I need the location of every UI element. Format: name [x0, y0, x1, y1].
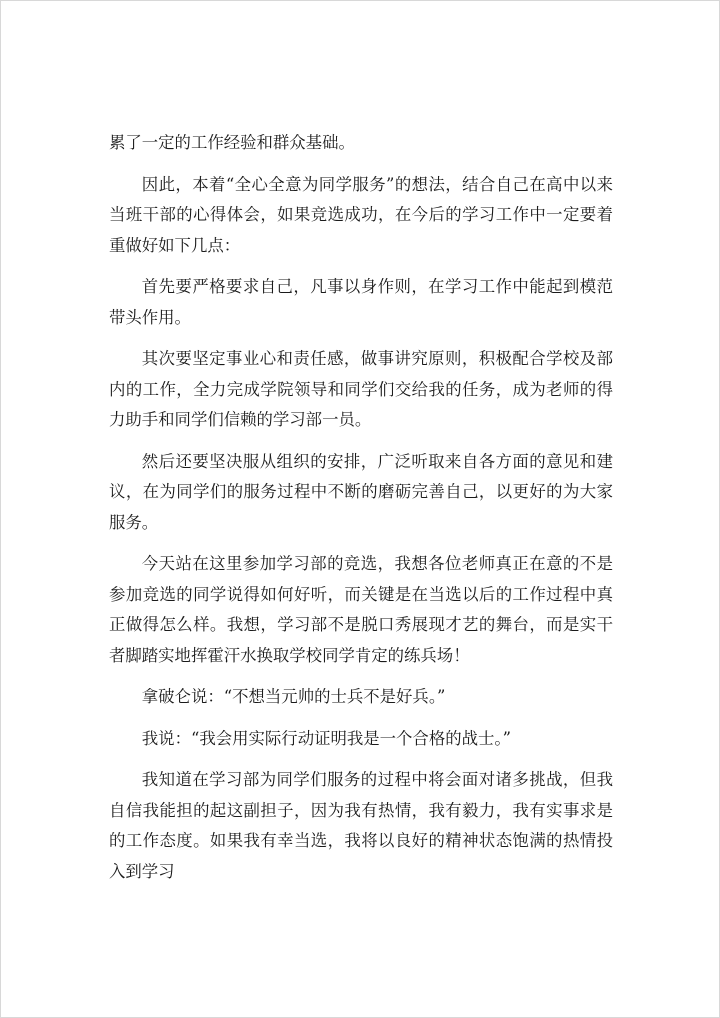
paragraph-first-point: 首先要严格要求自己，凡事以身作则，在学习工作中能起到模范带头作用。: [109, 277, 613, 327]
paragraph-today: 今天站在这里参加学习部的竞选，我想各位老师真正在意的不是参加竞选的同学说得如何好听，而关键是在当选以后的工作过程中真正做得怎么样。我想，学习部不是脱口秀展现才艺的舞台，而是实干者脚踏实地挥霍汗水换取学校同学肯定的练兵场！: [109, 554, 613, 665]
paragraph-napoleon-quote: 拿破仑说：“不想当元帅的士兵不是好兵。”: [141, 687, 446, 706]
paragraph-second-point: 其次要坚定事业心和责任感，做事讲究原则，积极配合学校及部内的工作，全力完成学院领导和同学们交给我的任务，成为老师的得力助手和同学们信赖的学习部一员。: [109, 349, 613, 429]
paragraph-third-point: 然后还要坚决服从组织的安排，广泛听取来自各方面的意见和建议，在为同学们的服务过程中不断的磨砺完善自己，以更好的为大家服务。: [109, 451, 613, 532]
paragraph-challenges: 我知道在学习部为同学们服务的过程中将会面对诸多挑战，但我自信我能担的起这副担子，因为我有热情，我有毅力，我有实事求是的工作态度。如果我有幸当选，我将以良好的精神状态饱满的热情投入到学习: [109, 770, 613, 881]
document-body: [109, 128, 613, 898]
paragraph-my-quote: 我说：“我会用实际行动证明我是一个合格的战士。”: [141, 728, 511, 748]
paragraph-continued: 累了一定的工作经验和群众基础。: [109, 133, 355, 152]
paragraph-intent: 因此，本着“全心全意为同学服务”的想法，结合自己在高中以来当班干部的心得体会，如果竞选成功，在今后的学习工作中一定要着重做好如下几点：: [109, 174, 613, 255]
